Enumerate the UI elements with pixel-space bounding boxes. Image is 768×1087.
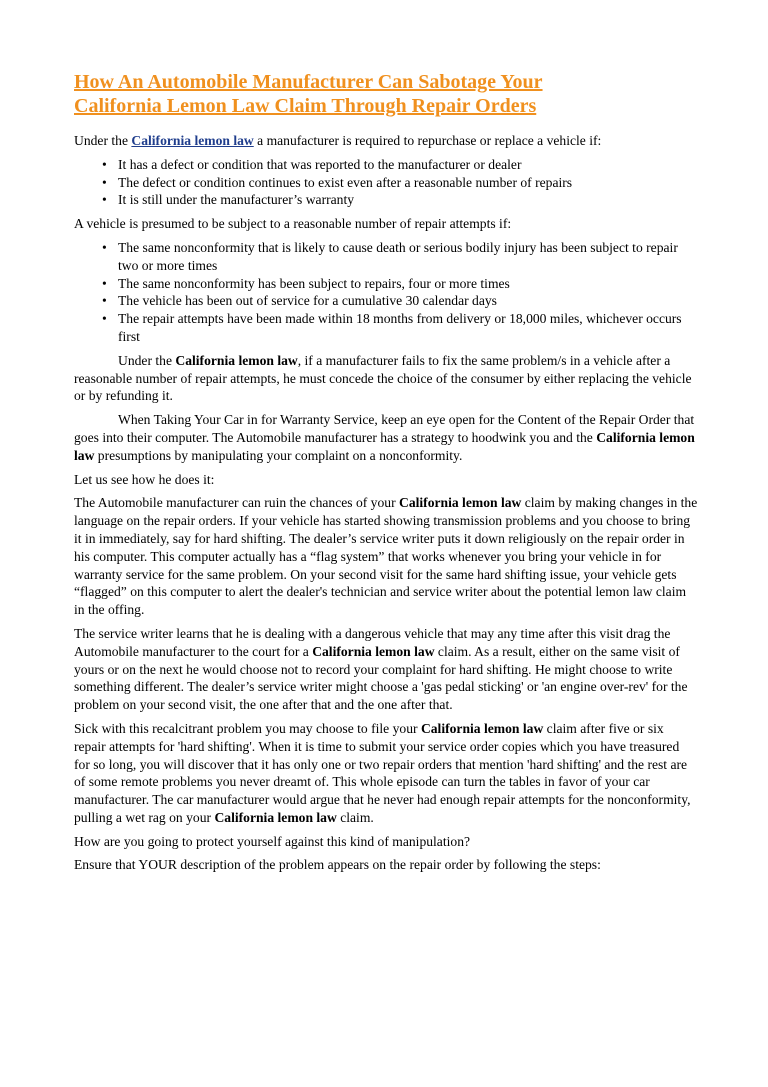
list-item: • It has a defect or condition that was reported to the manufacturer or dealer — [118, 156, 698, 174]
document-page — [74, 70, 698, 880]
title-line-1: How An Automobile Manufacturer Can Sabotage Your — [74, 71, 543, 93]
intro-paragraph: Under the California lemon law a manufacturer is required to repurchase or replace a vehicle if: — [74, 133, 602, 148]
list-item: • The defect or condition continues to exist even after a reasonable number of repairs — [118, 174, 698, 192]
presumptions-list — [74, 239, 698, 346]
conditions-list — [74, 156, 698, 209]
paragraph-fail: Under the California lemon law, if a manufacturer fails to fix the same problem/s in a vehicle after a reasonable number of repair attempts, he must concede the choice of the consumer by either replacing the vehicle or by refunding it. — [74, 352, 692, 404]
list-item: • The same nonconformity that is likely to cause death or serious bodily injury has been subject to repair two or more times — [118, 239, 698, 275]
title-line-2: California Lemon Law Claim Through Repair Orders — [74, 95, 537, 117]
list-item: • The vehicle has been out of service for a cumulative 30 calendar days — [118, 292, 698, 310]
paragraph-service-writer: The service writer learns that he is dealing with a dangerous vehicle that may any time after this visit drag the Automobile manufacturer to the court for a California lemon law claim. As a result, either on the same visit of yours or on the next he would choose not to record your complaint for hard shifting. He might choose to write something different. The dealer’s service writer might choose a 'gas pedal sticking' or 'an engine over-rev' for the problem on your second visit, the one after that and the one after that. — [74, 625, 688, 713]
paragraph-protect: How are you going to protect yourself against this kind of manipulation? — [74, 833, 471, 849]
paragraph-warranty: When Taking Your Car in for Warranty Service, keep an eye open for the Content of the Repair Order that goes into their computer. The Automobile manufacturer has a strategy to hoodwink you and the California lemon law presumptions by manipulating your complaint on a nonconformity. — [74, 412, 695, 463]
page-title — [74, 70, 698, 118]
paragraph-let-us: Let us see how he does it: — [74, 471, 215, 487]
paragraph-ensure: Ensure that YOUR description of the problem appears on the repair order by following the steps: — [74, 857, 601, 873]
list-item: • The repair attempts have been made within 18 months from delivery or 18,000 miles, whichever occurs first — [118, 310, 698, 346]
paragraph-sick: Sick with this recalcitrant problem you may choose to file your California lemon law claim after five or six repair attempts for 'hard shifting'. When it is time to submit your service order copies which you have treasured for so long, you will discover that it has only one or two repair orders that mention 'hard shifting' and the rest are of some remote problems you never dreamt of. This whole episode can turn the tables in favor of your car manufacturer. The car manufacturer would argue that he never had enough repair attempts for the nonconformity, pulling a wet rag on your California lemon law claim. — [74, 720, 691, 825]
list-item: • It is still under the manufacturer’s warranty — [118, 191, 698, 209]
list-item: • The same nonconformity has been subject to repairs, four or more times — [118, 275, 698, 293]
paragraph-ruin: The Automobile manufacturer can ruin the chances of your California lemon law claim by making changes in the language on the repair orders. If your vehicle has started showing transmission problems and you choose to bring it in immediately, say for hard shifting. The dealer’s service writer puts it down religiously on the repair order in his computer. This computer actually has a “flag system” that works whenever you bring your vehicle in for warranty service for the same problem. On your second visit for the same hard shifting issue, your vehicle gets “flagged” on this computer to alert the dealer's technician and service writer about the potential lemon law claim in the offing. — [74, 495, 698, 618]
california-lemon-law-link[interactable]: California lemon law — [131, 133, 254, 148]
presumed-intro: A vehicle is presumed to be subject to a reasonable number of repair attempts if: — [74, 216, 512, 232]
